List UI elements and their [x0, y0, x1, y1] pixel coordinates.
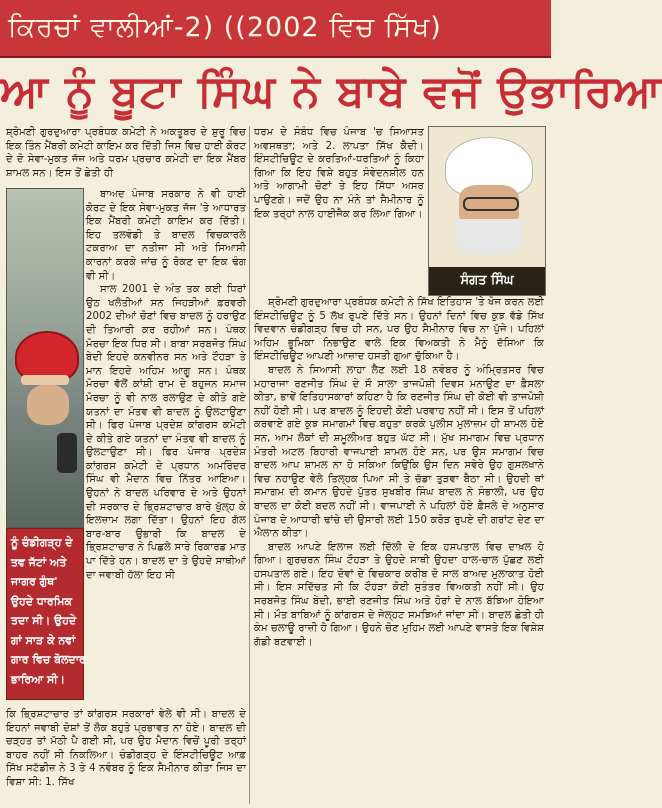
caption-line: ਜਾਗਰ ਗੁੰਥ'	[11, 575, 58, 588]
turban-edge	[21, 375, 69, 385]
caption-line: ਨੂੰ ਚੰਡੀਗੜ੍ਹ ਦੇ	[11, 536, 73, 549]
face-shape	[27, 385, 69, 425]
photo-left	[6, 188, 84, 528]
photo-caption	[11, 533, 86, 695]
portrait-caption: ਸੰਗਤ ਸਿੰਘ	[429, 267, 545, 295]
series-title: ਕਿਰਚਾਂ ਵਾਲੀਆਂ-2) ((2002 ਵਿਚ ਸਿੱਖ)	[8, 12, 442, 43]
article-text-left-bottom: ਕਿ ਭ੍ਰਿਸ਼ਟਾਚਾਰ ਤਾਂ ਕਾਂਗਰਸ ਸਰਕਾਰਾਂ ਵੇਲੇ ਵੀ ਸੀ। ਬਾਦਲ ਦੇ ਇਹਨਾਂ ਜਵਾਬੀ ਦੋਸ਼ਾਂ ਤੋਂ ਲੋਕ ਬਹੁਤੇ ਪ੍ਰਭਾਵਤ ਨਾ ਹੋਏ। ਬਾਦਲ ਦੀ ਚੜ੍ਹਤ ਤਾਂ ਮੱਠੀ ਪੈ ਗਈ ਸੀ, ਪਰ ਉਹ ਮੈਦਾਨ ਵਿਚੋਂ ਪੂਰੀ ਤਰ੍ਹਾਂ ਬਾਹਰ ਨਹੀਂ ਸੀ ਨਿਕਲਿਆ। ਚੰਡੀਗੜ੍ਹ ਦੇ ਇੰਸਟੀਚਿਊਟ ਆਫ਼ ਸਿੱਖ ਸਟੱਡੀਜ਼ ਨੇ 3 ਤੇ 4 ਨਵੰਬਰ ਨੂੰ ਇਕ ਸੈਮੀਨਾਰ ਕੀਤਾ ਜਿਸ ਦਾ ਵਿਸ਼ਾ ਸੀ: 1. ਸਿੱਖ	[6, 709, 246, 788]
caption-line: ਭਾਰਿਆ ਸੀ।	[11, 672, 66, 686]
article-text-left-mid	[86, 188, 246, 706]
column-divider	[249, 126, 250, 804]
article-text-right-top: ਧਰਮ ਦੇ ਸੰਬੰਧ ਵਿਚ ਪੰਜਾਬ 'ਚ ਸਿਆਸਤ ਅਵਸਥਤਾ; ਅਤੇ 2. ਲਾਪਤਾ ਸਿੱਖ ਕੈਦੀ। ਇੰਸਟੀਚਿਊਟ ਦੇ ਕਰਤਿਆਂ-ਧਰਤਿਆਂ ਨੂੰ ਕਿਹਾ ਗਿਆ ਕਿ ਇਹ ਵਿਸ਼ੇ ਬਹੁਤ ਸੰਵੇਦਨਸ਼ੀਲ ਹਨ ਅਤੇ ਆਗਾਮੀ ਚੋਣਾਂ ਤੇ ਇਹ ਸਿੱਧਾ ਅਸਰ ਪਾਉਣਗੇ। ਜਦੋਂ ਉਹ ਨਾ ਮੰਨੇ ਤਾਂ ਸੈਮੀਨਾਰ ਨੂੰ ਇਕ ਤਰ੍ਹਾਂ ਨਾਲ ਹਾਈਜੈਕ ਕਰ ਲਿਆ ਗਿਆ।	[254, 127, 424, 220]
paragraph: ਬਾਦਲ ਨੇ ਸਿਆਸੀ ਲਾਹਾ ਲੈਣ ਲਈ 18 ਨਵੰਬਰ ਨੂੰ ਅੰਮ੍ਰਿਤਸਰ ਵਿਚ ਮਹਾਰਾਜਾ ਰਣਜੀਤ ਸਿੰਘ ਦੇ ਸੌ ਸਾਲਾ ਤਾਜਪੋਸ਼ੀ ਦਿਵਸ ਮਨਾਉਣ ਦਾ ਫ਼ੈਸਲਾ ਕੀਤਾ, ਭਾਵੇਂ ਇਤਿਹਾਸਕਾਰਾਂ ਕਹਿਣਾ ਹੈ ਕਿ ਰਣਜੀਤ ਸਿੰਘ ਦੀ ਕੋਈ ਵੀ ਤਾਜਪੋਸ਼ੀ ਨਹੀਂ ਹੋਈ ਸੀ। ਪਰ ਬਾਦਲ ਨੂੰ ਇਹਦੀ ਕੋਈ ਪਰਵਾਹ ਨਹੀਂ ਸੀ। ਇਸ ਤੋਂ ਪਹਿਲਾਂ ਕਰਵਾਏ ਗਏ ਕੁਝ ਸਮਾਗਮਾਂ ਵਿਚ ਬਹੁਤਾ ਕਰਕੇ ਪੁਲੀਸ ਮੁਲਾਜ਼ਮ ਹੀ ਸ਼ਾਮਲ ਹੋਏ ਸਨ, ਆਮ ਲੋਕਾਂ ਦੀ ਸ਼ਮੂਲੀਅਤ ਬਹੁਤ ਘੱਟ ਸੀ। ਮੁੱਖ ਸਮਾਗਮ ਵਿਚ ਪ੍ਰਧਾਨ ਮੰਤਰੀ ਅਟਲ ਬਿਹਾਰੀ ਵਾਜਪਾਈ ਸ਼ਾਮਲ ਹੋਏ ਸਨ, ਪਰ ਉਸ ਸਮਾਗਮ ਵਿਚ ਬਾਦਲ ਆਪ ਸ਼ਾਮਲ ਨਾ ਹੋ ਸਕਿਆ ਕਿਉਂਕਿ ਉਸ ਦਿਨ ਸਵੇਰੇ ਉਹ ਗੁਸਲਖਾਨੇ ਵਿਚ ਨਹਾਉਣ ਵੇਲੇ ਤਿਲ੍ਹਕ ਪਿਆ ਸੀ ਤੇ ਚੱਡਾ ਤੁੜਵਾ ਬੈਠਾ ਸੀ। ਉਹਦੀ ਥਾਂ ਸਮਾਗਮ ਦੀ ਕਮਾਨ ਉਹਦੇ ਪੁੱਤਰ ਸੁਖਬੀਰ ਸਿੰਘ ਬਾਦਲ ਨੇ ਸੰਭਾਲੀ, ਪਰ ਉਹ ਬਾਦਲ ਦਾ ਕੋਈ ਬਦਲ ਨਹੀਂ ਸੀ। ਵਾਜਪਾਈ ਨੇ ਪਹਿਲਾਂ ਹੋਏ ਫ਼ੈਸਲੇ ਦੇ ਅਨੁਸਾਰ ਪੰਜਾਬ ਦੇ ਆਧਾਰੀ ਢਾਂਚੇ ਦੀ ਉਸਾਰੀ ਲਈ 150 ਕਰੋੜ ਰੁਪਏ ਦੀ ਗਰਾਂਟ ਦੇਣ ਦਾ ਐਲਾਨ ਕੀਤਾ।	[254, 364, 544, 540]
microphone-shape	[57, 433, 77, 473]
article-text-right-main	[254, 296, 544, 804]
portrait-photo	[428, 126, 546, 296]
headline: ਆ ਨੂੰ ਬੂਟਾ ਸਿੰਘ ਨੇ ਬਾਬੇ ਵਜੋਂ ਉਭਾਰਿਆ	[0, 66, 662, 117]
caption-line: ਗਾਂ ਸਾੜ ਕੇ ਨਵਾਂ	[11, 633, 76, 647]
article-text-left-top: ਸ਼੍ਰੋਮਣੀ ਗੁਰਦੁਆਰਾ ਪ੍ਰਬੰਧਕ ਕਮੇਟੀ ਨੇ ਅਕਤੂਬਰ ਦੇ ਸ਼ੁਰੂ ਵਿਚ ਇਕ ਤਿੰਨ ਮੈਂਬਰੀ ਕਮੇਟੀ ਕਾਇਮ ਕਰ ਦਿੱਤੀ ਜਿਸ ਵਿਚ ਹਾਈ ਕੋਰਟ ਦੇ ਦੋ ਸੇਵਾ-ਮੁਕਤ ਜੱਜ ਅਤੇ ਧਰਮ ਪ੍ਰਚਾਰ ਕਮੇਟੀ ਦਾ ਇਕ ਮੈਂਬਰ ਸ਼ਾਮਲ ਸਨ। ਇਸ ਤੋਂ ਛੇਤੀ ਹੀ	[6, 127, 246, 179]
caption-line: ਉਹਦੇ ਧਾਰਮਿਕ	[11, 594, 72, 608]
glasses-shape	[463, 197, 519, 211]
paragraph: ਬਾਅਦ ਪੰਜਾਬ ਸਰਕਾਰ ਨੇ ਵੀ ਹਾਈ ਕੋਰਟ ਦੇ ਇਕ ਸੇਵਾ-ਮੁਕਤ ਜੱਜ 'ਤੇ ਆਧਾਰਤ ਇਕ ਮੈਂਬਰੀ ਕਮੇਟੀ ਕਾਇਮ ਕਰ ਦਿੱਤੀ। ਇਹ ਤਲਵੰਡੀ ਤੇ ਬਾਦਲ ਵਿਚਕਾਰਲੇ ਟਕਰਾਅ ਦਾ ਨਤੀਜਾ ਸੀ ਅਤੇ ਸਿਆਸੀ ਕਾਰਨਾਂ ਕਰਕੇ ਜਾਂਚ ਨੂੰ ਰੋਕਣ ਦਾ ਇਕ ਢੰਗ ਵੀ ਸੀ।	[86, 189, 246, 282]
caption-line: ਗਾਰ ਵਿਚ ਬੋਲਦਾਰ	[11, 653, 86, 666]
header-banner	[0, 0, 551, 58]
caption-line: ਤਦਾ ਸੀ। ਉਹਦੇ	[11, 614, 77, 627]
caption-line: ਤਵ ਜੱਟਾਂ ਅਤੇ	[11, 555, 67, 569]
beard-shape	[455, 219, 523, 255]
paragraph: ਸਾਲ 2001 ਦੇ ਅੰਤ ਤਕ ਕਈ ਧਿਰਾਂ ਉਠ ਖਲੋਤੀਆਂ ਸਨ ਜਿਹੜੀਆਂ ਫ਼ਰਵਰੀ 2002 ਦੀਆਂ ਚੋਣਾਂ ਵਿਚ ਬਾਦਲ ਨੂੰ ਹਰਾਉਣ ਦੀ ਤਿਆਰੀ ਕਰ ਰਹੀਆਂ ਸਨ। ਪੰਥਕ ਮੋਰਚਾ ਇਕ ਧਿਰ ਸੀ। ਬਾਬਾ ਸਰਬਜੋਤ ਸਿੰਘ ਬੇਦੀ ਇਹਦੇ ਕਨਵੀਨਰ ਸਨ ਅਤੇ ਟੌਹੜਾ ਤੇ ਮਾਨ ਇਹਦੇ ਅਹਿਮ ਆਗੂ ਸਨ। ਪੰਥਕ ਮੋਰਚਾ ਵੱਲੋਂ ਕਾਂਸ਼ੀ ਰਾਮ ਦੇ ਬਹੁਜਨ ਸਮਾਜ ਮੋਰਚਾ ਨੂੰ ਵੀ ਨਾਲ ਰਲਾਉਣ ਦੇ ਕੀਤੇ ਗਏ ਯਤਨਾਂ ਦਾ ਮੰਤਵ ਵੀ ਬਾਦਲ ਨੂੰ ਉਲਟਾਉਣਾ ਸੀ। ਫਿਰ ਪੰਜਾਬ ਪ੍ਰਦੇਸ਼ ਕਾਂਗਰਸ ਕਮੇਟੀ ਦੇ ਕੀਤੇ ਗਏ ਯਤਨਾਂ ਦਾ ਮੰਤਵ ਵੀ ਬਾਦਲ ਨੂੰ ਉਲਟਾਉਣਾ ਸੀ। ਫਿਰ ਪੰਜਾਬ ਪ੍ਰਦੇਸ਼ ਕਾਂਗਰਸ ਕਮੇਟੀ ਦੇ ਪ੍ਰਧਾਨ ਅਮਰਿੰਦਰ ਸਿੰਘ ਵੀ ਮੈਦਾਨ ਵਿਚ ਨਿੱਤਰ ਆਇਆ। ਉਹਨਾਂ ਨੇ ਬਾਦਲ ਪਰਿਵਾਰ ਦੇ ਅਤੇ ਉਹਨਾਂ ਦੀ ਸਰਕਾਰ ਦੇ ਭ੍ਰਿਸ਼ਟਾਚਾਰ ਬਾਰੇ ਖੁੱਲ੍ਹ ਕੇ ਇਲਜ਼ਾਮ ਲਗਾ ਦਿੱਤਾ। ਉਹਨਾਂ ਇਹ ਗੱਲ ਬਾਰ-ਬਾਰ ਉਭਾਰੀ ਕਿ ਬਾਦਲ ਦੇ ਭ੍ਰਿਸ਼ਟਾਚਾਰ ਨੇ ਪਿਛਲੇ ਸਾਰੇ ਰਿਕਾਰਡ ਮਾਤ ਪਾ ਦਿੱਤੇ ਹਨ। ਬਾਦਲ ਦਾ ਤੇ ਉਹਦੇ ਸਾਥੀਆਂ ਦਾ ਜਵਾਬੀ ਹੱਲਾ ਇਹ ਸੀ	[86, 284, 246, 581]
photo-caption-box	[6, 528, 84, 700]
paragraph: ਸ਼੍ਰੋਮਣੀ ਗੁਰਦੁਆਰਾ ਪ੍ਰਬੰਧਕ ਕਮੇਟੀ ਨੇ ਸਿੱਖ ਇਤਿਹਾਸ 'ਤੇ ਖੋਜ ਕਰਨ ਲਈ ਇੰਸਟੀਚਿਊਟ ਨੂੰ 5 ਲੱਖ ਰੁਪਏ ਦਿੱਤੇ ਸਨ। ਉਹਨਾਂ ਦਿਨਾਂ ਵਿਚ ਕੁਝ ਵੱਡੇ ਸਿੱਖ ਵਿਦਵਾਨ ਚੰਡੀਗੜ੍ਹ ਵਿਚ ਹੀ ਸਨ, ਪਰ ਉਹ ਸੈਮੀਨਾਰ ਵਿਚ ਨਾ ਪੁੱਜੇ। ਪਹਿਲਾਂ ਅਹਿਮ ਭੂਮਿਕਾ ਨਿਭਾਉਣ ਵਾਲੇ ਇਕ ਵਿਅਕਤੀ ਨੇ ਮੈਨੂੰ ਦੱਸਿਆ ਕਿ ਇੰਸਟੀਚਿਊਟ ਆਪਣੀ ਆਜ਼ਾਦ ਹਸਤੀ ਗੁਆ ਚੁੱਕਿਆ ਹੈ।	[254, 297, 544, 363]
paragraph: ਬਾਦਲ ਆਪਣੇ ਇਲਾਜ ਲਈ ਦਿੱਲੀ ਦੇ ਇਕ ਹਸਪਤਾਲ ਵਿਚ ਦਾਖ਼ਲ ਹੋ ਗਿਆ। ਗੁਰਚਰਨ ਸਿੰਘ ਟੌਹੜਾ ਤੇ ਉਹਦੇ ਸਾਥੀ ਉਹਦਾ ਹਾਲ-ਚਾਲ ਪੁੱਛਣ ਲਈ ਹਸਪਤਾਲ ਗਏ। ਇਹ ਦੋਵਾਂ ਦੇ ਵਿਚਕਾਰ ਕਰੀਬ ਦੋ ਸਾਲ ਬਾਅਦ ਮੁਲਾਕਾਤ ਹੋਈ ਸੀ। ਇਸ ਸਦਿੱਚਤ ਸੀ ਕਿ ਟੌਹੜਾ ਕੋਈ ਸੁਤੰਤਰ ਵਿਅਕਤੀ ਨਹੀਂ ਸੀ। ਉਹ ਸਰਬਜੋਤ ਸਿੰਘ ਬੇਦੀ, ਭਾਈ ਰਣਜੀਤ ਸਿੰਘ ਅਤੇ ਹੋਰਾਂ ਦੇ ਨਾਲ ਬੱਝਿਆ ਹੋਇਆ ਸੀ। ਮੌਤ ਬਾਬਿਆਂ ਨੂੰ ਕਾਂਗਰਸ ਦੇ ਜੇਲ੍ਹਟ ਸਮਝਿਆਂ ਜਾਂਦਾ ਸੀ। ਬਾਦਲ ਛੇਤੀ ਹੀ ਕੰਮ ਚਲਾਊ ਰਾਜ਼ੀ ਹੋ ਗਿਆ। ਉਹਨੇ ਚੋਣ ਮੁਹਿਮ ਲਈ ਆਪਣੇ ਵਾਸਤੇ ਇਕ ਵਿਸ਼ੇਸ਼ ਗੱਡੀ ਬਣਵਾਈ।	[254, 541, 544, 648]
